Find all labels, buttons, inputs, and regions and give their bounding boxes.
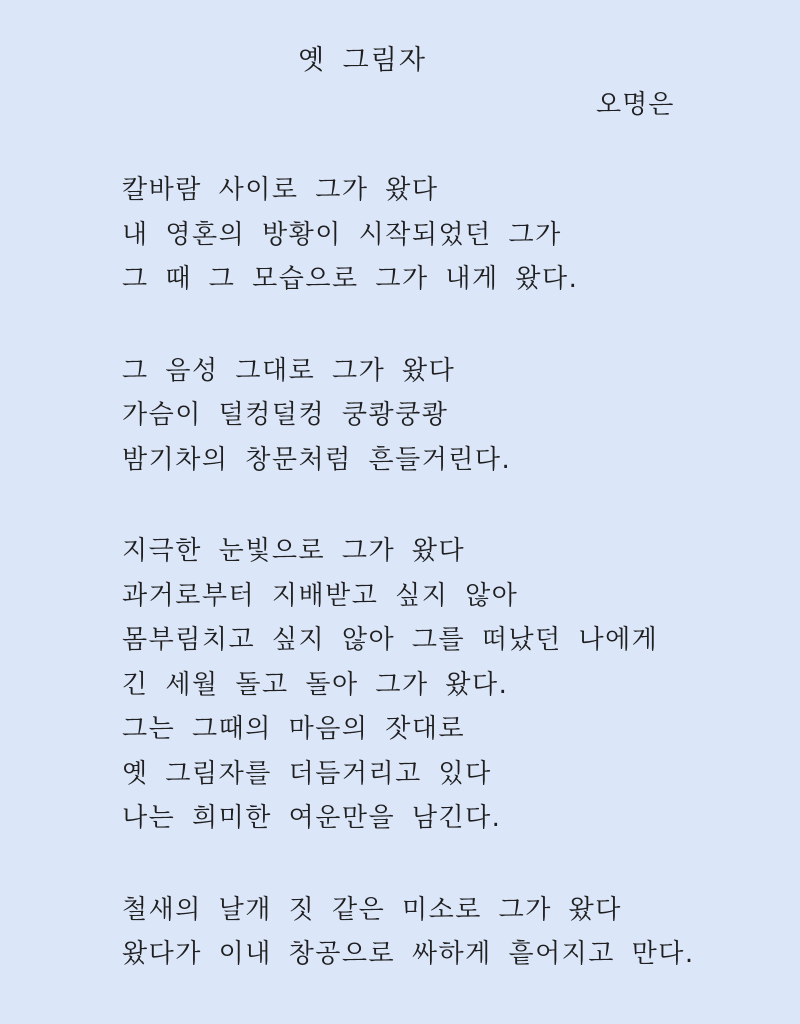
poem-line: 칼바람 사이로 그가 왔다 [122,175,439,205]
stanza-1 [122,168,782,302]
poem-line: 철새의 날개 짓 같은 미소로 그가 왔다 [122,894,622,925]
poem-line: 왔다가 이내 창공으로 싸하게 흩어지고 만다. [122,939,695,969]
poem-line: 과거로부터 지배받고 싶지 않아 [122,580,519,611]
poem-line: 옛 그림자를 더듬거리고 있다 [122,758,492,789]
poem-line: 그는 그때의 마음의 잣대로 [122,714,466,744]
stanza-3 [122,529,782,841]
poem-line: 내 영혼의 방황이 시작되었던 그가 [122,219,562,250]
poem-line: 지극한 눈빛으로 그가 왔다 [122,536,466,566]
poem-line: 밤기차의 창문처럼 흔들거린다. [122,444,512,475]
poem-author: 오명은 [596,90,675,120]
poem-title: 옛 그림자 [298,45,427,76]
poem-body [122,168,782,1024]
stanza-4 [122,888,782,977]
poem-line: 몸부림치고 싶지 않아 그를 떠났던 나에게 [122,625,659,655]
poem-line: 긴 세월 돌고 돌아 그가 왔다. [122,669,509,700]
poem-line: 그 음성 그대로 그가 왔다 [122,355,456,386]
poem-line: 그 때 그 모습으로 그가 내게 왔다. [122,264,579,294]
poem-line: 가슴이 덜컹덜컹 쿵쾅쿵쾅 [122,400,449,430]
stanza-2 [122,349,782,483]
poem-line: 나는 희미한 여운만을 남긴다. [122,803,502,833]
